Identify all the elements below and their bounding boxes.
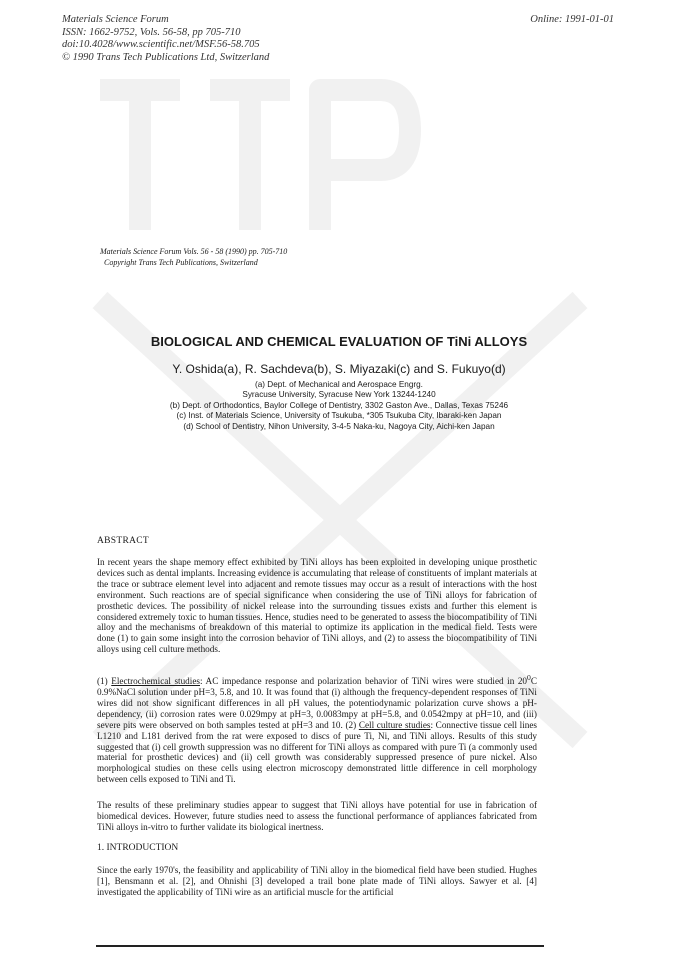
copyright-line: © 1990 Trans Tech Publications Ltd, Switzerland bbox=[62, 51, 270, 63]
paper-title: BIOLOGICAL AND CHEMICAL EVALUATION OF TiNi ALLOYS bbox=[150, 334, 528, 349]
introduction-paragraph: Since the early 1970's, the feasibility and applicability of TiNi alloy in the biomedical field have been studied. Hughes [1], Bensmann et al. [2], and Ohnishi [3] developed a trail bone plate made of TiNi alloys. Sawyer et al. [4] investigated the applicability of TiNi wire as an artificial muscle for the artificial bbox=[97, 865, 537, 897]
journal-copyright-line: Copyright Trans Tech Publications, Switzerland bbox=[104, 258, 258, 267]
superscript: 0 bbox=[527, 673, 531, 682]
paragraph-text: : AC impedance response and polarization behavior of TiNi wires were studied in 20 bbox=[199, 676, 528, 687]
doi-link[interactable]: doi:10.4028/www.scientific.net/MSF.56-58.705 bbox=[62, 39, 260, 50]
affiliation-line: (b) Dept. of Orthodontics, Baylor College of Dentistry, 3302 Gaston Ave., Dallas, Texas 75246 bbox=[169, 400, 509, 410]
paragraph-text: : Connective tissue cell lines L1210 and L181 derived from the rat were exposed to discs of pure Ti, Ni, and TiNi alloys. Results of this study suggested that (i) cell growth suppression was no different for TiNi alloys as compared with pure Ti (a commonly used material for prosthetic devices) and (ii) cell growth was considerably suppressed presence of pure nickel. Also morphological studies on these cells using electron microscopy demonstrated little difference in cell morphology between cells exposed to TiNi and Ti. bbox=[97, 719, 538, 785]
abstract-results-paragraph bbox=[97, 673, 537, 785]
cell-culture-studies-label: Cell culture studies bbox=[358, 719, 431, 730]
item-number: (1) bbox=[97, 676, 112, 687]
abstract-paragraph: In recent years the shape memory effect exhibited by TiNi alloys has been exploited in developing unique prosthetic devices such as dental implants. Increasing evidence is accumulating that release of constituents of implant materials at the trace or subtrace element level into adjacent and remote tissues may occur as a result of interactions with the host environment. Such reactions are of special significance when considering the use of TiNi alloys for fabrication of prosthetic devices. The possibility of nickel release into the surrounding tissues exists and further this element is considered extremely toxic to human tissues. Hence, studies need to be generated to assess the biocompatibility of TiNi alloy and the mechanisms of breakdown of this material to optimize its application in the medical field. Tests were done (1) to gain some insight into the corrosion behavior of TiNi alloys, and (2) to assess the biocompatibility of TiNi alloys using cell culture methods. bbox=[97, 557, 537, 655]
abstract-heading: ABSTRACT bbox=[97, 536, 150, 546]
introduction-heading: 1. INTRODUCTION bbox=[97, 843, 179, 853]
affiliation-line: (a) Dept. of Mechanical and Aerospace Engrg. bbox=[255, 380, 423, 389]
page-bottom-rule bbox=[96, 945, 544, 947]
author-list: Y. Oshida(a), R. Sachdeva(b), S. Miyazaki(c) and S. Fukuyo(d) bbox=[172, 362, 506, 376]
journal-ref-line: Materials Science Forum Vols. 56 - 58 (1990) pp. 705-710 bbox=[100, 247, 288, 256]
journal-name: Materials Science Forum bbox=[62, 14, 169, 25]
issn-line: ISSN: 1662-9752, Vols. 56-58, pp 705-710 bbox=[62, 26, 241, 38]
paragraph-text: C 0.9%NaCl solution under pH=3, 5.8, and 10. It was found that (i) although the frequency-dependent responses of TiNi wires did not show significant differences in all pH values, the potentiodynamic polarization curve shows a pH-dependency, (ii) corrosion rates were 0.029mpy at pH=3, 0.0083mpy at pH=5.8, and 0.0542mpy at pH=10, and (iii) severe pits were observed on both samples tested at pH=3 and 10. bbox=[97, 676, 537, 730]
journal-reference bbox=[100, 246, 287, 268]
item-number: (2) bbox=[345, 719, 359, 730]
publication-metadata bbox=[62, 14, 269, 64]
abstract-conclusion-paragraph: The results of these preliminary studies appear to suggest that TiNi alloys have potential for use in fabrication of biomedical devices. However, future studies need to assess the functional performance of appliances fabricated from TiNi alloys in-vitro to further validate its biological inertness. bbox=[97, 800, 537, 832]
electrochemical-studies-label: Electrochemical studies bbox=[111, 676, 200, 687]
affiliation-line: Syracuse University, Syracuse New York 13244-1240 bbox=[242, 390, 436, 400]
affiliation-line: (d) School of Dentistry, Nihon University, 3-4-5 Naka-ku, Nagoya City, Aichi-ken Japan bbox=[183, 421, 495, 431]
affiliations bbox=[0, 380, 678, 432]
affiliation-line: (c) Inst. of Materials Science, University of Tsukuba, *305 Tsukuba City, Ibaraki-ken Japan bbox=[176, 411, 502, 421]
online-date: Online: 1991-01-01 bbox=[530, 14, 614, 25]
